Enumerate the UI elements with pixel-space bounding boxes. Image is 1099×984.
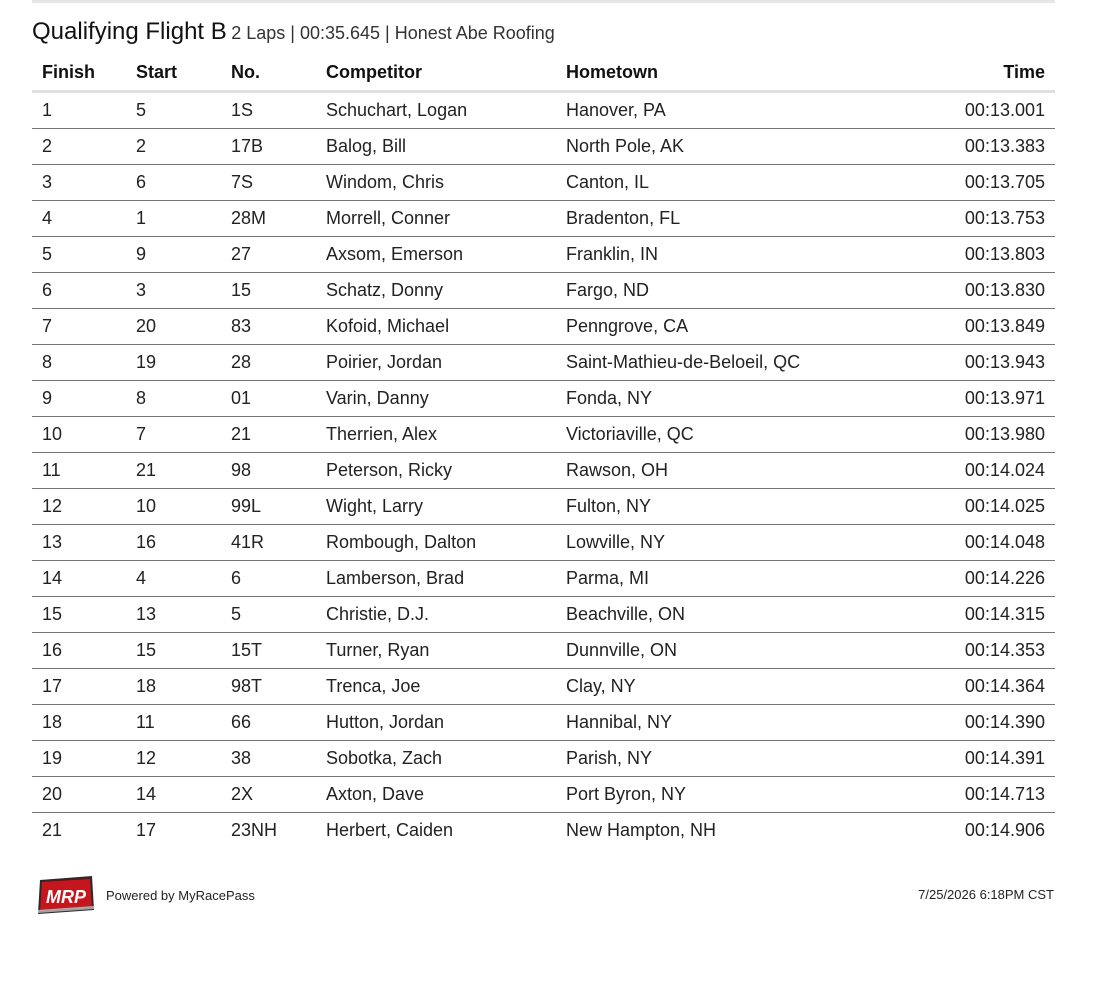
cell-time: 00:13.943: [866, 345, 1055, 381]
myracepass-logo-icon: [36, 876, 96, 914]
cell-competitor: Wight, Larry: [316, 489, 556, 525]
column-header-time: Time: [866, 54, 1055, 92]
cell-finish: 16: [32, 633, 126, 669]
cell-car-number: 15: [221, 273, 316, 309]
cell-start: 9: [126, 237, 221, 273]
cell-finish: 13: [32, 525, 126, 561]
cell-time: 00:14.353: [866, 633, 1055, 669]
cell-hometown: Hanover, PA: [556, 92, 866, 129]
cell-hometown: Penngrove, CA: [556, 309, 866, 345]
cell-car-number: 2X: [221, 777, 316, 813]
cell-competitor: Axsom, Emerson: [316, 237, 556, 273]
table-header-row: [32, 54, 1055, 92]
cell-start: 4: [126, 561, 221, 597]
cell-finish: 18: [32, 705, 126, 741]
cell-finish: 5: [32, 237, 126, 273]
table-row: [32, 309, 1055, 345]
cell-time: 00:13.001: [866, 92, 1055, 129]
table-row: [32, 597, 1055, 633]
cell-competitor: Herbert, Caiden: [326, 820, 454, 840]
powered-by-text: Powered by MyRacePass: [106, 888, 255, 903]
cell-competitor: Poirier, Jordan: [316, 345, 556, 381]
column-header-start: Start: [126, 54, 221, 92]
cell-start: 13: [126, 597, 221, 633]
table-row: [32, 705, 1055, 741]
cell-start: 8: [126, 381, 221, 417]
results-body: [32, 92, 1055, 849]
table-row: [32, 273, 1055, 309]
cell-start: 1: [126, 201, 221, 237]
cell-hometown: Dunnville, ON: [556, 633, 866, 669]
cell-time: 00:13.980: [866, 417, 1055, 453]
table-row: [32, 129, 1055, 165]
cell-car-number: 17B: [221, 129, 316, 165]
cell-time: 00:13.753: [866, 201, 1055, 237]
cell-car-number: 98T: [221, 669, 316, 705]
cell-start: 15: [126, 633, 221, 669]
cell-hometown: Port Byron, NY: [556, 777, 866, 813]
cell-competitor: Balog, Bill: [316, 129, 556, 165]
table-row: [32, 777, 1055, 813]
cell-time: 00:14.226: [866, 561, 1055, 597]
cell-start: 14: [126, 777, 221, 813]
results-table: [32, 54, 1055, 848]
cell-time: 00:13.971: [866, 381, 1055, 417]
cell-finish: 20: [32, 777, 126, 813]
cell-hometown: Parma, MI: [556, 561, 866, 597]
table-row: [32, 561, 1055, 597]
cell-car-number: 01: [221, 381, 316, 417]
cell-competitor: Kofoid, Michael: [316, 309, 556, 345]
cell-finish: 11: [32, 453, 126, 489]
cell-competitor: Sobotka, Zach: [316, 741, 556, 777]
cell-car-number: 99L: [221, 489, 316, 525]
cell-finish: 7: [32, 309, 126, 345]
cell-finish: 6: [32, 273, 126, 309]
cell-competitor: Peterson, Ricky: [316, 453, 556, 489]
cell-car-number: 15T: [221, 633, 316, 669]
cell-time: 00:14.048: [866, 525, 1055, 561]
cell-start: 17: [136, 820, 157, 840]
cell-start: 2: [126, 129, 221, 165]
cell-start: 5: [126, 92, 221, 129]
table-row: [32, 453, 1055, 489]
cell-start: 20: [126, 309, 221, 345]
cell-competitor: Varin, Danny: [316, 381, 556, 417]
cell-hometown: Rawson, OH: [556, 453, 866, 489]
cell-finish: 21: [42, 820, 63, 840]
cell-competitor: Trenca, Joe: [316, 669, 556, 705]
cell-time: 00:14.025: [866, 489, 1055, 525]
cell-car-number: 66: [221, 705, 316, 741]
race-summary: 2 Laps | 00:35.645 | Honest Abe Roofing: [231, 23, 555, 43]
cell-competitor: Schatz, Donny: [316, 273, 556, 309]
cell-start: 16: [126, 525, 221, 561]
cell-time: 00:13.830: [866, 273, 1055, 309]
cell-finish: 9: [32, 381, 126, 417]
cell-start: 7: [126, 417, 221, 453]
cell-hometown: Canton, IL: [556, 165, 866, 201]
cell-start: 18: [126, 669, 221, 705]
table-row: [32, 165, 1055, 201]
cell-hometown: Lowville, NY: [556, 525, 866, 561]
report-timestamp: 7/25/2026 6:18PM CST: [918, 887, 1054, 902]
cell-hometown: Saint-Mathieu-de-Beloeil, QC: [556, 345, 866, 381]
top-divider: [32, 0, 1055, 3]
cell-hometown: Bradenton, FL: [556, 201, 866, 237]
cell-time: 00:13.849: [866, 309, 1055, 345]
cell-time: 00:13.705: [866, 165, 1055, 201]
cell-competitor: Axton, Dave: [316, 777, 556, 813]
cell-car-number: 7S: [221, 165, 316, 201]
cell-start: 12: [126, 741, 221, 777]
column-header-competitor: Competitor: [316, 54, 556, 92]
page-heading: [32, 18, 555, 46]
table-row: [32, 525, 1055, 561]
cell-hometown: Clay, NY: [556, 669, 866, 705]
cell-competitor: Turner, Ryan: [316, 633, 556, 669]
cell-competitor: Therrien, Alex: [316, 417, 556, 453]
cell-time: 00:14.906: [964, 820, 1045, 840]
column-header-number: No.: [221, 54, 316, 92]
table-row: [32, 201, 1055, 237]
cell-time: 00:14.364: [866, 669, 1055, 705]
cell-start: 3: [126, 273, 221, 309]
cell-hometown: Beachville, ON: [556, 597, 866, 633]
table-row: [32, 92, 1055, 129]
cell-time: 00:13.383: [866, 129, 1055, 165]
table-row: [32, 417, 1055, 453]
cell-hometown: Hannibal, NY: [556, 705, 866, 741]
cell-finish: 19: [32, 741, 126, 777]
cell-competitor: Lamberson, Brad: [316, 561, 556, 597]
cell-finish: 10: [32, 417, 126, 453]
cell-hometown: Victoriaville, QC: [556, 417, 866, 453]
cell-car-number: 98: [221, 453, 316, 489]
cell-competitor: Hutton, Jordan: [316, 705, 556, 741]
cell-competitor: Windom, Chris: [316, 165, 556, 201]
table-row: [32, 813, 1055, 849]
cell-finish: 3: [32, 165, 126, 201]
cell-start: 21: [126, 453, 221, 489]
cell-time: 00:14.315: [866, 597, 1055, 633]
page-title: Qualifying Flight B: [32, 18, 227, 45]
column-header-hometown: Hometown: [556, 54, 866, 92]
cell-car-number: 6: [221, 561, 316, 597]
cell-finish: 17: [32, 669, 126, 705]
table-row: [32, 489, 1055, 525]
cell-finish: 14: [32, 561, 126, 597]
cell-finish: 12: [32, 489, 126, 525]
cell-hometown: Fargo, ND: [556, 273, 866, 309]
cell-time: 00:14.024: [866, 453, 1055, 489]
table-row: [32, 633, 1055, 669]
table-row: [32, 345, 1055, 381]
cell-start: 10: [126, 489, 221, 525]
cell-competitor: Christie, D.J.: [316, 597, 556, 633]
cell-car-number: 27: [221, 237, 316, 273]
cell-car-number: 21: [221, 417, 316, 453]
cell-car-number: 28: [221, 345, 316, 381]
cell-finish: 1: [32, 92, 126, 129]
cell-car-number: 38: [221, 741, 316, 777]
cell-hometown: North Pole, AK: [556, 129, 866, 165]
cell-hometown: Fonda, NY: [556, 381, 866, 417]
cell-car-number: 5: [221, 597, 316, 633]
table-row: [32, 381, 1055, 417]
cell-finish: 15: [32, 597, 126, 633]
cell-hometown: New Hampton, NH: [566, 820, 717, 840]
table-row: [32, 741, 1055, 777]
column-header-finish: Finish: [32, 54, 126, 92]
cell-start: 19: [126, 345, 221, 381]
table-row: [32, 237, 1055, 273]
cell-finish: 4: [32, 201, 126, 237]
cell-start: 6: [126, 165, 221, 201]
cell-time: 00:14.391: [866, 741, 1055, 777]
cell-car-number: 28M: [221, 201, 316, 237]
cell-competitor: Morrell, Conner: [316, 201, 556, 237]
cell-car-number: 1S: [221, 92, 316, 129]
cell-hometown: Fulton, NY: [556, 489, 866, 525]
cell-hometown: Franklin, IN: [556, 237, 866, 273]
cell-finish: 8: [32, 345, 126, 381]
cell-time: 00:14.390: [866, 705, 1055, 741]
cell-car-number: 23NH: [231, 820, 278, 840]
cell-competitor: Rombough, Dalton: [316, 525, 556, 561]
cell-start: 11: [126, 705, 221, 741]
cell-hometown: Parish, NY: [556, 741, 866, 777]
cell-car-number: 41R: [221, 525, 316, 561]
table-row: [32, 669, 1055, 705]
cell-time: 00:13.803: [866, 237, 1055, 273]
logo-text: MRP: [46, 887, 86, 907]
cell-time: 00:14.713: [866, 777, 1055, 813]
cell-finish: 2: [32, 129, 126, 165]
cell-competitor: Schuchart, Logan: [316, 92, 556, 129]
cell-car-number: 83: [221, 309, 316, 345]
